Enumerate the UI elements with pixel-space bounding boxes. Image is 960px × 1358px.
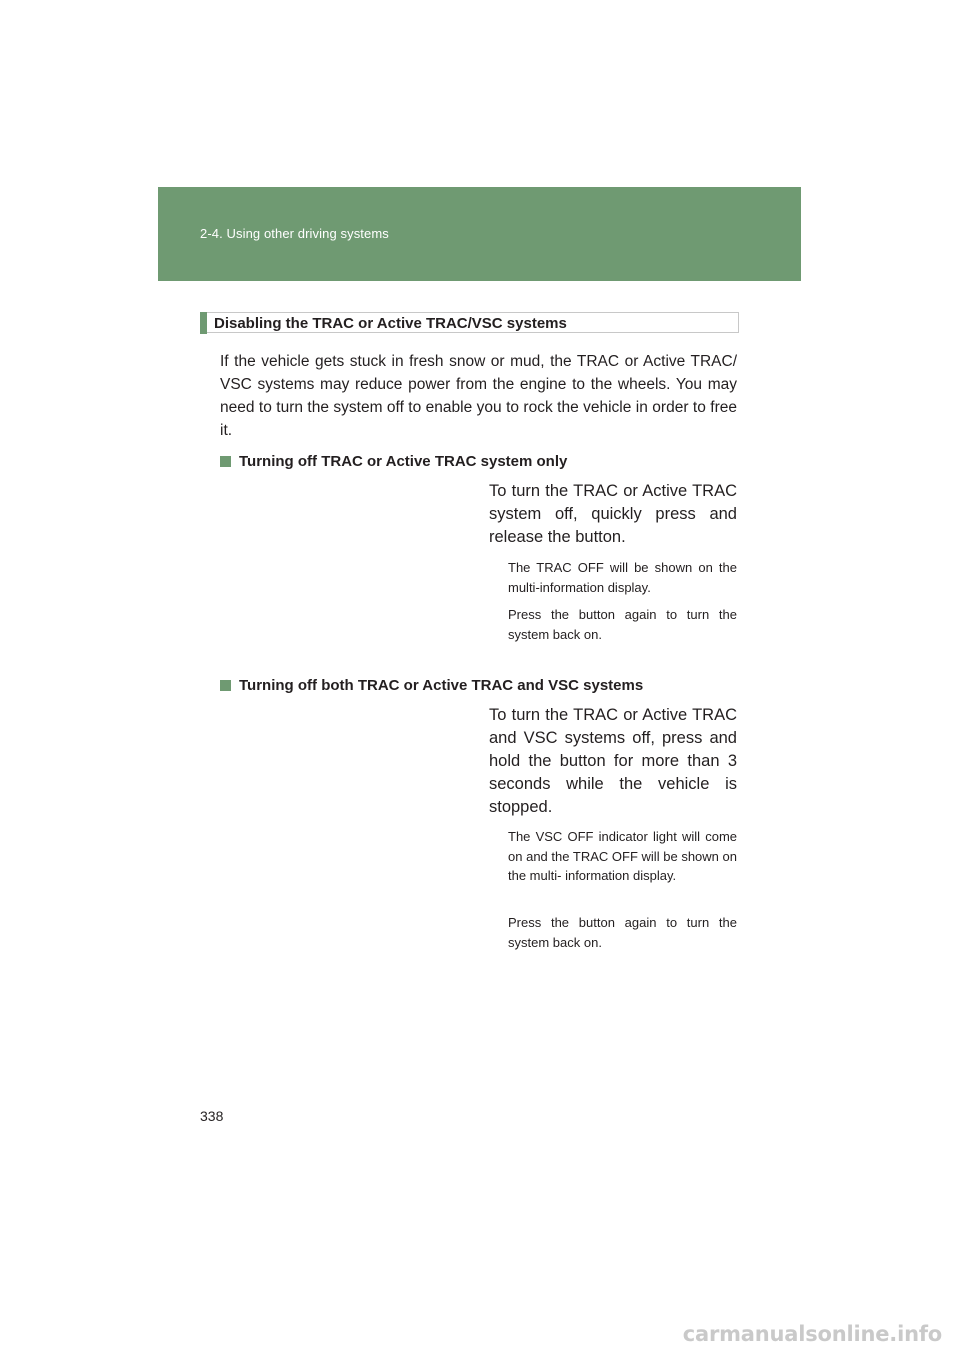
section-reference: 2-4. Using other driving systems	[200, 226, 389, 241]
square-bullet-icon	[220, 456, 231, 467]
note-text: Press the button again to turn the system back on.	[508, 607, 737, 642]
note-text: Press the button again to turn the system back on.	[508, 915, 737, 950]
section-heading	[200, 312, 739, 333]
instruction-text: To turn the TRAC or Active TRAC system off, quickly press and release the button.	[489, 482, 737, 546]
note-text: The TRAC OFF will be shown on the multi-information display.	[508, 560, 737, 595]
instruction-text: To turn the TRAC or Active TRAC and VSC systems off, press and hold the button for more than 3 seconds while the vehicle is stopped.	[489, 706, 737, 816]
square-bullet-icon	[220, 680, 231, 691]
intro-paragraph: If the vehicle gets stuck in fresh snow or mud, the TRAC or Active TRAC/ VSC systems may reduce power from the engine to the wheels. You may need to turn the system off to enable you to rock the vehicle in order to free it.	[220, 353, 737, 439]
section-title: Disabling the TRAC or Active TRAC/VSC systems	[214, 315, 567, 332]
header-band	[158, 187, 801, 281]
subsection-title: Turning off both TRAC or Active TRAC and VSC systems	[239, 677, 644, 694]
heading-accent-bar	[200, 312, 207, 334]
subsection-heading-trac-only	[220, 453, 567, 470]
note-text: The VSC OFF indicator light will come on and the TRAC OFF will be shown on the multi- information display.	[508, 829, 737, 883]
subsection-title: Turning off TRAC or Active TRAC system only	[239, 453, 568, 470]
page-number: 338	[200, 1108, 224, 1124]
subsection-heading-trac-and-vsc	[220, 677, 643, 694]
watermark: carmanualsonline.info	[682, 1322, 942, 1346]
